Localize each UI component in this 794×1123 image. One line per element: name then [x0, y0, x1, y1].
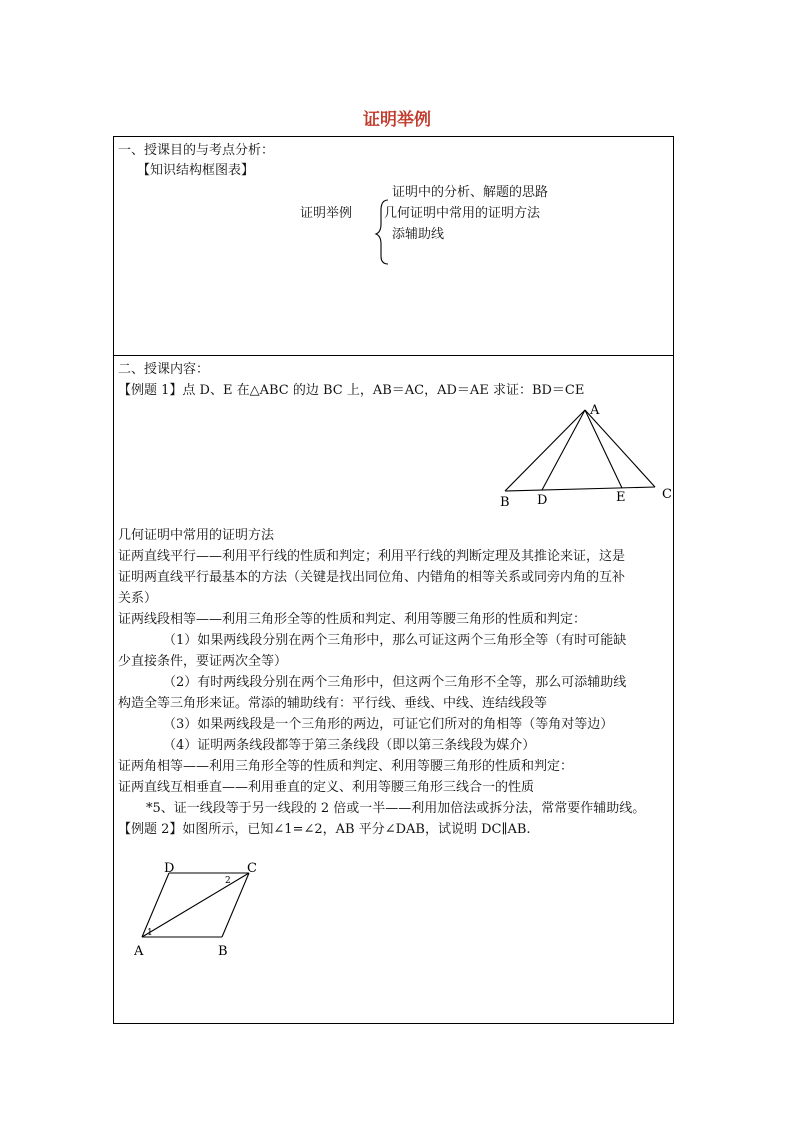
label-d: D — [164, 861, 175, 876]
curly-brace — [374, 198, 394, 266]
angle-2-label: 2 — [225, 876, 231, 886]
section2-heading: 二、授课内容： — [118, 362, 210, 377]
label-e: E — [616, 490, 626, 505]
tree-item-analysis: 证明中的分析、解题的思路 — [392, 185, 549, 200]
segment-ae — [585, 410, 622, 488]
angle-1-label: 1 — [147, 928, 153, 938]
segment-bc — [505, 487, 655, 491]
tree-item-methods: 几何证明中常用的证明方法 — [384, 206, 541, 221]
row-divider — [113, 355, 674, 356]
example1-text: 【例题 1】点 D、E 在△ABC 的边 BC 上，AB＝AC，AD＝AE 求证：BD＝CE — [118, 383, 585, 398]
method-parallel-line3: 关系） — [118, 591, 158, 606]
tree-item-auxiliary: 添辅助线 — [392, 227, 445, 242]
label-b: B — [218, 944, 228, 959]
tree-root: 证明举例 — [300, 206, 353, 221]
method-parallel-line1: 证两直线平行——利用平行线的性质和判定；利用平行线的判断定理及其推论来证，这是 — [118, 549, 626, 564]
case2-line2: 构造全等三角形来证。常添的辅助线有：平行线、垂线、中线、连结线段等 — [118, 696, 548, 711]
segment-ad — [542, 410, 585, 490]
method-perpendicular: 证两直线互相垂直——利用垂直的定义、利用等腰三角形三线合一的性质 — [118, 780, 535, 795]
label-c: C — [662, 487, 672, 502]
case1-line1: （1）如果两线段分别在两个三角形中，那么可证这两个三角形全等（有时可能缺 — [163, 633, 627, 648]
page-title: 证明举例 — [363, 110, 431, 130]
case4: （4）证明两条线段都等于第三条线段（即以第三条线段为媒介） — [163, 738, 536, 753]
label-d: D — [537, 493, 548, 508]
label-c: C — [247, 861, 257, 876]
method-segments-equal: 证两线段相等——利用三角形全等的性质和判定、利用等腰三角形的性质和判定： — [118, 612, 587, 627]
case3: （3）如果两线段是一个三角形的两边，可证它们所对的角相等（等角对等边） — [163, 717, 614, 732]
section1-heading: 一、授课目的与考点分析： — [118, 143, 275, 158]
triangle-abc-figure — [496, 400, 680, 512]
case2-line1: （2）有时两线段分别在两个三角形中，但这两个三角形不全等，那么可添辅助线 — [163, 675, 627, 690]
method-parallel-line2: 证明两直线平行最基本的方法（关键是找出同位角、内错角的相等关系或同旁内角的互补 — [118, 570, 626, 585]
method-double-half: *5、证一线段等于另一线段的 2 倍或一半——利用加倍法或拆分法，常常要作辅助线。 — [146, 801, 646, 816]
case1-line2: 少直接条件，要证两次全等） — [118, 654, 288, 669]
methods-title: 几何证明中常用的证明方法 — [118, 528, 275, 543]
label-b: B — [500, 495, 510, 510]
parallelogram-figure — [128, 855, 268, 960]
segment-ab — [505, 410, 585, 491]
label-a: A — [134, 944, 144, 959]
diagonal-ac — [142, 873, 249, 937]
segment-ac — [585, 410, 655, 487]
label-a: A — [590, 403, 600, 418]
method-angles-equal: 证两角相等——利用三角形全等的性质和判定、利用等腰三角形的性质和判定： — [118, 759, 574, 774]
example2-text: 【例题 2】如图所示，已知∠1=∠2，AB 平分∠DAB，试说明 DC∥AB. — [118, 822, 531, 837]
knowledge-structure-label: 【知识结构框图表】 — [137, 163, 255, 178]
